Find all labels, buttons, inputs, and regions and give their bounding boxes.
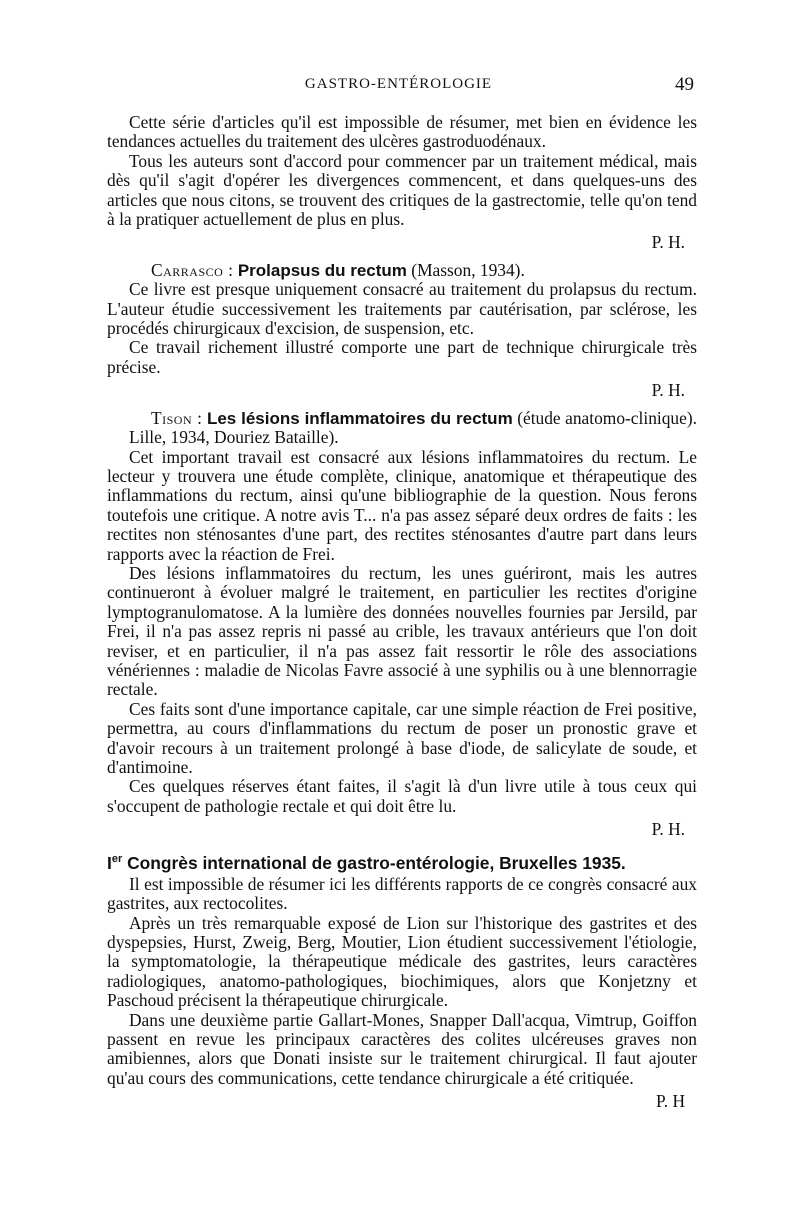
running-title: GASTRO-ENTÉROLOGIE [304, 76, 493, 92]
congress-ordinal-suffix: er [111, 852, 123, 865]
review-tison-paragraph-4: Ces quelques réserves étant faites, il s'agit là d'un livre utile à tous ceux qui s'occupent de pathologie rectale et qui doit être lu. [107, 776, 697, 816]
congress-paragraph-3: Dans une deuxième partie Gallart-Mones, Snapper Dall'acqua, Vimtrup, Goiffon passent en revue les principaux caractères des colites ulcéreuses graves non amibiennes, alors que Donati insiste sur le traitement chirurgical. Il faut ajouter qu'au cours des communications, cette tendance chirurgicale a été critiquée. [107, 1009, 697, 1088]
intro-paragraph-2: Tous les auteurs sont d'accord pour commencer par un traitement médical, mais dès qu'il s'agit d'opérer les divergences commencent, et dans quelques-uns des articles que nous citons, se trouvent des critiques de la gastrectomie, telle qu'on tend à la pratiquer actuellement de plus en plus. [107, 150, 697, 230]
congress-paragraph-2: Après un très remarquable exposé de Lion sur l'historique des gastrites et des dyspepsies, Hurst, Zweig, Berg, Moutier, Lion étudient successivement l'étiologie, la symptomatologie, la thérapeutique médicale des gastrites, leurs caractères radiologiques, anatomo-pathologiques, biochimiques, alors que Konjetzny et Paschoud précisent la thérapeutique chirurgicale. [107, 912, 697, 1011]
congress-heading [107, 850, 697, 873]
review-tison-paragraph-3: Ces faits sont d'une importance capitale, car une simple réaction de Frei positive, permettra, au cours d'inflammations du rectum de poser un pronostic grave et d'avoir recours à un traitement prolongé à base d'iode, de salicylate de soude, et d'antimoine. [107, 698, 697, 777]
review-tison-paragraph-1: Cet important travail est consacré aux lésions inflammatoires du rectum. Le lecteur y trouvera une étude complète, clinique, anatomique et thérapeutique des inflammations du rectum, ainsi qu'une bibliographie de la question. Nous ferons toutefois une critique. A notre avis T... n'a pas assez séparé deux ordres de faits : les rectites non sténosantes d'une part, des rectites sténosantes d'autre part dans leurs rapports avec la réaction de Frei. [107, 446, 697, 564]
publication-info: (Masson, 1934). [411, 259, 525, 280]
publication-info: (étude anatomo-clinique). Lille, 1934, Douriez Bataille). [129, 407, 697, 448]
review-carrasco-paragraph-1: Ce livre est presque uniquement consacré au traitement du prolapsus du rectum. L'auteur étudie successivement les traitements par cautérisation, par sclérose, les procédés chirurgicaux d'excision, de suspension, etc. [107, 279, 697, 339]
review-author: Carrasco : [151, 259, 234, 280]
book-title: Les lésions inflammatoires du rectum [206, 408, 513, 428]
congress-heading-text: Congrès international de gastro-entérologie, Bruxelles 1935. [127, 852, 626, 873]
intro-paragraph-1: Cette série d'articles qu'il est impossible de résumer, met bien en évidence les tendances actuelles du traitement des ulcères gastroduodénaux. [107, 112, 697, 152]
page-header [107, 74, 694, 98]
book-title: Prolapsus du rectum [237, 260, 407, 280]
review-tison-paragraph-2: Des lésions inflammatoires du rectum, les unes guériront, mais les autres continueront à évoluer malgré le traitement, en particulier les rectites d'origine lymptogranulomatose. A la lumière des données nouvelles fournies par Jersild, par Frei, il n'a pas assez repris ni passé au crible, les travaux antérieurs que l'on doit reviser, et en particulier, il n'a pas assez fait ressortir le rôle des associations vénériennes : maladie de Nicolas Favre associé à une syphilis ou à une blennorragie rectale. [107, 562, 697, 700]
congress-ordinal: I [107, 852, 112, 873]
review-carrasco-paragraph-2: Ce travail richement illustré comporte une part de technique chirurgicale très précise. [107, 337, 697, 377]
page-body [107, 113, 697, 1120]
review-carrasco-signature: P. H. [651, 380, 685, 401]
intro-signature: P. H. [651, 232, 685, 253]
congress-signature: P. H [656, 1091, 685, 1112]
review-tison-title-line [107, 409, 697, 448]
review-author: Tison : [151, 407, 203, 428]
review-carrasco-title-line [107, 261, 697, 280]
review-tison-signature: P. H. [651, 819, 685, 840]
congress-paragraph-1: Il est impossible de résumer ici les différents rapports de ce congrès consacré aux gastrites, aux rectocolites. [107, 873, 697, 914]
page-number: 49 [675, 74, 694, 95]
